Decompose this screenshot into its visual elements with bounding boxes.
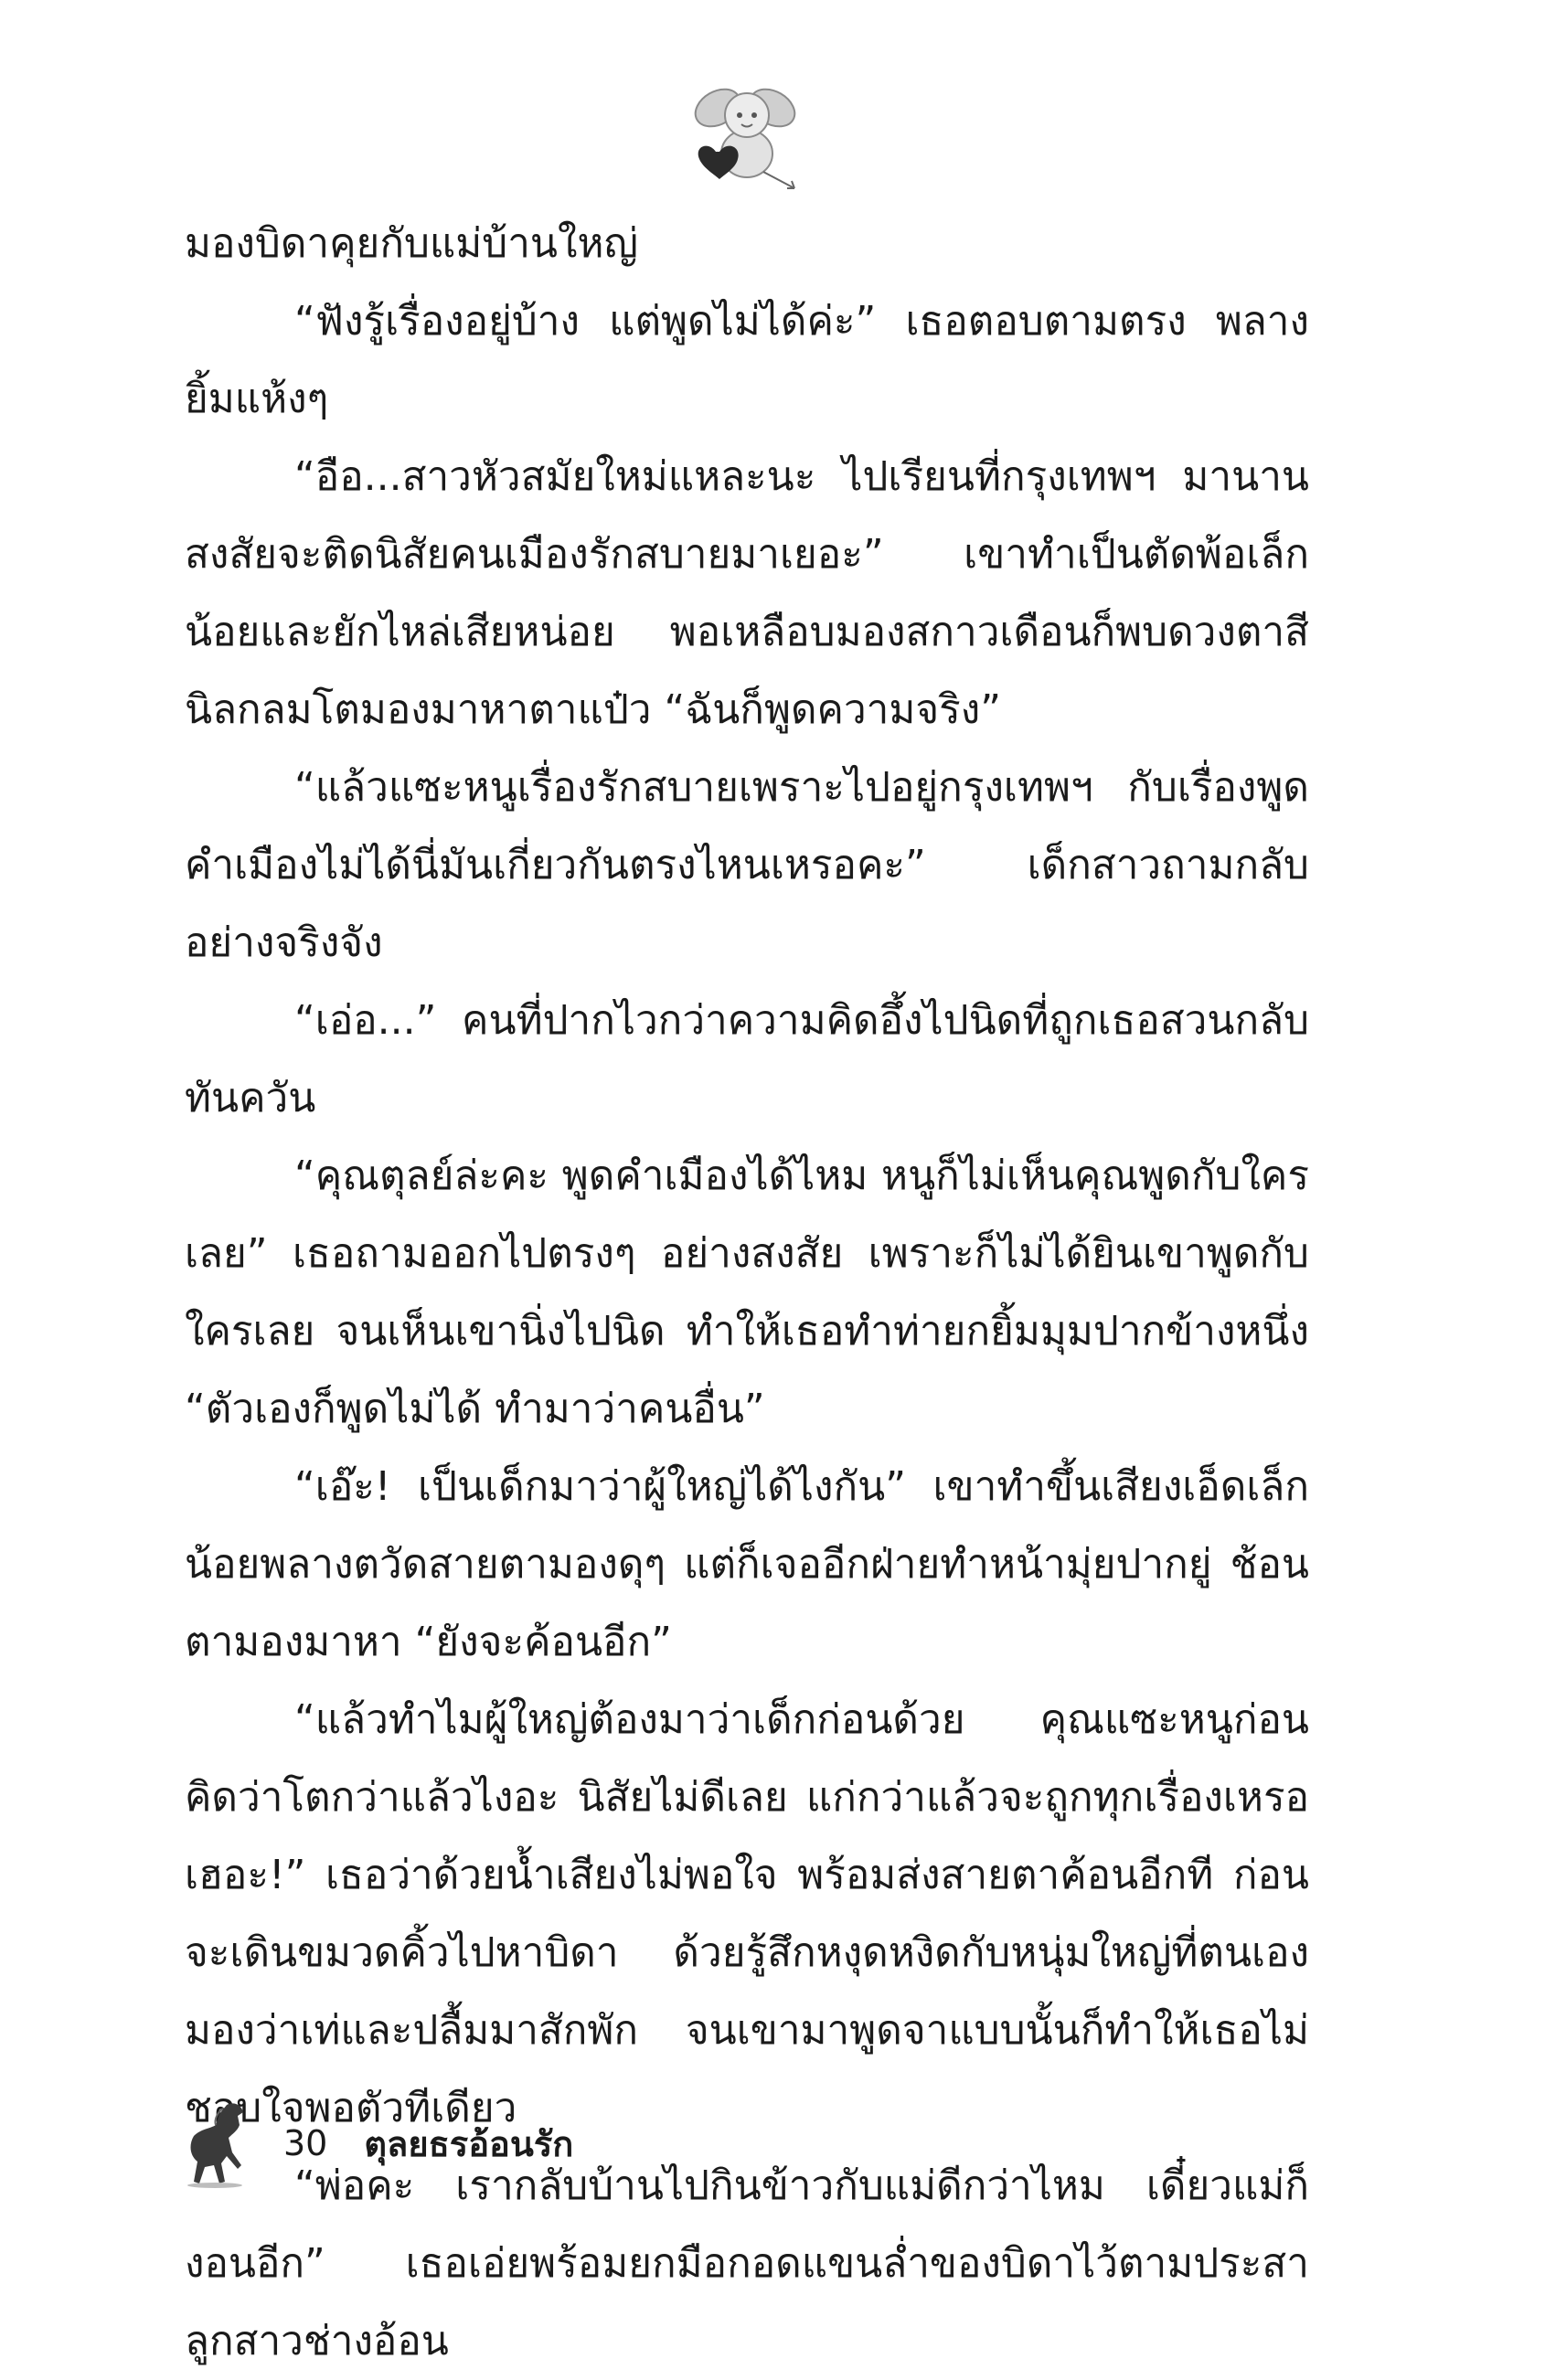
paragraph: “คุณตุลย์ล่ะคะ พูดคำเมืองได้ไหม หนูก็ไม่เห็นคุณพูดกับใครเลย” เธอถามออกไปตรงๆ อย่างสงสัย เพราะก็ไม่ได้ยินเขาพูดกับใครเลย จนเห็นเขานิ่งไปนิด ทำให้เธอทำท่ายกยิ้มมุมปากข้างหนึ่ง “ตัวเองก็พูดไม่ได้ ทำมาว่าคนอื่น” (185, 1153, 1309, 1432)
paragraph: “อือ...สาวหัวสมัยใหม่แหละนะ ไปเรียนที่กรุงเทพฯ มานานสงสัยจะติดนิสัยคนเมืองรักสบายมาเยอะ” เขาทำเป็นตัดพ้อเล็กน้อยและยักไหล่เสียหน่อย พอเหลือบมองสกาวเดือนก็พบดวงตาสีนิลกลมโตมองมาหาตาแป๋ว “ฉันก็พูดความจริง” (185, 453, 1309, 733)
paragraph: “แล้วทำไมผู้ใหญ่ต้องมาว่าเด็กก่อนด้วย คุณแซะหนูก่อน คิดว่าโตกว่าแล้วไงอะ นิสัยไม่ดีเลย แก่กว่าแล้วจะถูกทุกเรื่องเหรอ เฮอะ!” เธอว่าด้วยน้ำเสียงไม่พอใจ พร้อมส่งสายตาค้อนอีกที ก่อนจะเดินขมวดคิ้วไปหาบิดา ด้วยรู้สึกหงุดหงิดกับหนุ่มใหญ่ที่ตนเองมองว่าเท่และปลื้มมาสักพัก จนเขามาพูดจาแบบนั้นก็ทำให้เธอไม่ชอบใจพอตัวทีเดียว (185, 1696, 1309, 2131)
cupid-heart-icon (681, 71, 809, 199)
paragraph: “เอ๊ะ! เป็นเด็กมาว่าผู้ใหญ่ได้ไงกัน” เขาทำขึ้นเสียงเอ็ดเล็กน้อยพลางตวัดสายตามองดุๆ แต่ก็เจออีกฝ่ายทำหน้ามุ่ยปากยู่ ช้อนตามองมาหา “ยังจะค้อนอีก” (185, 1463, 1309, 1665)
page-footer (174, 2093, 573, 2194)
paragraph: “เอ่อ...” คนที่ปากไวกว่าความคิดอึ้งไปนิดที่ถูกเธอสวนกลับทันควัน (185, 997, 1309, 1121)
page-number: 30 (283, 2123, 328, 2163)
paragraph: “พ่อคะ เรากลับบ้านไปกินข้าวกับแม่ดีกว่าไหม เดี๋ยวแม่ก็งอนอีก” เธอเอ่ยพร้อมยกมือกอดแขนล่ำของบิดาไว้ตามประสาลูกสาวช่างอ้อน (185, 2162, 1309, 2364)
book-title: ตุลยธรอ้อนรัก (364, 2123, 574, 2164)
body-text (185, 205, 1309, 2380)
paragraph: “แล้วแซะหนูเรื่องรักสบายเพราะไปอยู่กรุงเทพฯ กับเรื่องพูดคำเมืองไม่ได้นี่มันเกี่ยวกันตรงไหนเหรอคะ” เด็กสาวถามกลับอย่างจริงจัง (185, 764, 1309, 966)
rearing-horse-icon (174, 2098, 256, 2189)
paragraph: “ฟังรู้เรื่องอยู่บ้าง แต่พูดไม่ได้ค่ะ” เธอตอบตามตรง พลางยิ้มแห้งๆ (185, 298, 1309, 422)
paragraph: มองบิดาคุยกับแม่บ้านใหญ่ (185, 220, 638, 267)
